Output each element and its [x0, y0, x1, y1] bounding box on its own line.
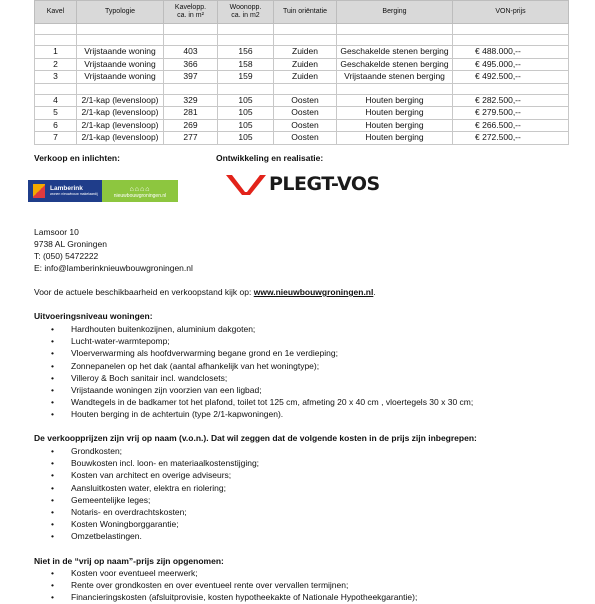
specs-list: [34, 323, 473, 421]
address-city: 9738 AL Groningen: [34, 239, 107, 249]
price-table-header: [35, 1, 569, 24]
plegt-vos-wordmark: PLEGT-VOS: [269, 173, 380, 195]
specs-title: Uitvoeringsniveau woningen:: [34, 311, 153, 321]
price-table: [34, 0, 569, 145]
sales-address: [34, 226, 193, 274]
table-cell: Houten berging: [337, 119, 453, 132]
table-cell: Oosten: [274, 119, 337, 132]
column-header-line: Kavelopp.: [174, 4, 207, 11]
empty-cell: [218, 83, 274, 94]
spacer-row: [35, 24, 569, 35]
table-cell: Geschakelde stenen berging: [337, 58, 453, 71]
table-cell: 329: [164, 94, 218, 107]
table-cell: 159: [218, 71, 274, 84]
table-cell: € 266.500,--: [453, 119, 569, 132]
table-cell: 105: [218, 119, 274, 132]
table-cell: Houten berging: [337, 107, 453, 120]
table-cell: 105: [218, 94, 274, 107]
spacer-row: [35, 83, 569, 94]
lamberink-logo-name: Lamberink: [50, 185, 83, 192]
empty-cell: [164, 24, 218, 35]
empty-cell: [35, 24, 77, 35]
column-header: [164, 1, 218, 24]
empty-cell: [337, 24, 453, 35]
table-cell: Zuiden: [274, 58, 337, 71]
table-cell: Vrijstaande stenen berging: [337, 71, 453, 84]
table-row: [35, 58, 569, 71]
table-cell: Houten berging: [337, 132, 453, 145]
website-link[interactable]: www.nieuwbouwgroningen.nl: [253, 287, 374, 297]
list-item: • Lucht-water-warmtepomp;: [34, 335, 473, 347]
empty-cell: [218, 35, 274, 46]
list-item: • Gemeentelijke leges;: [34, 494, 259, 506]
table-cell: Oosten: [274, 94, 337, 107]
table-cell: Vrijstaande woning: [77, 58, 164, 71]
table-cell: 158: [218, 58, 274, 71]
column-header: [337, 1, 453, 24]
table-cell: € 492.500,--: [453, 71, 569, 84]
table-cell: Oosten: [274, 107, 337, 120]
table-row: [35, 71, 569, 84]
table-cell: Oosten: [274, 132, 337, 145]
availability-note: [34, 287, 376, 297]
empty-cell: [77, 24, 164, 35]
address-email[interactable]: E: info@lamberinknieuwbouwgroningen.nl: [34, 263, 193, 273]
empty-cell: [453, 24, 569, 35]
lamberink-logo-green: [102, 180, 178, 202]
table-row: [35, 107, 569, 120]
empty-cell: [453, 35, 569, 46]
lamberink-logo-blue: [28, 180, 102, 202]
empty-cell: [35, 35, 77, 46]
empty-cell: [35, 83, 77, 94]
column-header: [77, 1, 164, 24]
table-cell: 6: [35, 119, 77, 132]
lamberink-logo-tagline: wonen nieuwbouw makelaardij: [50, 192, 98, 196]
table-cell: 3: [35, 71, 77, 84]
table-cell: 2: [35, 58, 77, 71]
table-cell: 105: [218, 107, 274, 120]
table-row: [35, 46, 569, 59]
address-street: Lamsoor 10: [34, 227, 79, 237]
column-header-line: ca. in m²: [177, 12, 204, 19]
empty-cell: [164, 83, 218, 94]
list-item: • Kosten voor eventueel meerwerk;: [34, 567, 417, 579]
empty-cell: [274, 24, 337, 35]
table-cell: 1: [35, 46, 77, 59]
table-cell: 281: [164, 107, 218, 120]
list-item: • Zonnepanelen op het dak (aantal afhankelijk van het woningtype);: [34, 360, 473, 372]
table-cell: 2/1-kap (levensloop): [77, 107, 164, 120]
included-title: De verkoopprijzen zijn vrij op naam (v.o.n.). Dat wil zeggen dat de volgende kosten in de prijs zijn inbegrepen:: [34, 433, 477, 443]
table-cell: 4: [35, 94, 77, 107]
empty-cell: [274, 35, 337, 46]
table-cell: 5: [35, 107, 77, 120]
list-item: • Notaris- en overdrachtskosten;: [34, 506, 259, 518]
table-cell: Zuiden: [274, 71, 337, 84]
list-item: • Kosten van architect en overige adviseurs;: [34, 469, 259, 481]
column-header-line: Typologie: [105, 8, 135, 15]
table-row: [35, 119, 569, 132]
table-cell: Houten berging: [337, 94, 453, 107]
included-list: [34, 445, 259, 543]
table-cell: Geschakelde stenen berging: [337, 46, 453, 59]
table-cell: € 495.000,--: [453, 58, 569, 71]
column-header-line: Kavel: [46, 8, 65, 15]
list-item: • Aansluitkosten water, elektra en riolering;: [34, 482, 259, 494]
plegt-vos-chevron-icon: [226, 173, 266, 195]
plegt-vos-logo: [226, 171, 380, 197]
column-header-line: ca. in m2: [231, 12, 260, 19]
column-header: [453, 1, 569, 24]
list-item: • Omzetbelastingen.: [34, 530, 259, 542]
empty-cell: [274, 83, 337, 94]
table-cell: 277: [164, 132, 218, 145]
availability-suffix: .: [373, 287, 376, 297]
table-cell: 2/1-kap (levensloop): [77, 94, 164, 107]
table-cell: 269: [164, 119, 218, 132]
lamberink-logo: [28, 180, 178, 202]
spacer-row: [35, 35, 569, 46]
list-item: • Villeroy & Boch sanitair incl. wandclosets;: [34, 372, 473, 384]
table-cell: 2/1-kap (levensloop): [77, 132, 164, 145]
table-cell: 2/1-kap (levensloop): [77, 119, 164, 132]
empty-cell: [164, 35, 218, 46]
table-cell: 105: [218, 132, 274, 145]
lamberink-mark-icon: [33, 184, 45, 198]
list-item: • Houten berging in de achtertuin (type 2/1-kapwoningen).: [34, 408, 473, 420]
table-cell: 397: [164, 71, 218, 84]
column-header: [218, 1, 274, 24]
table-row: [35, 132, 569, 145]
table-cell: 7: [35, 132, 77, 145]
table-cell: € 282.500,--: [453, 94, 569, 107]
lamberink-logo-site: nieuwbouwgroningen.nl: [113, 193, 167, 199]
empty-cell: [77, 35, 164, 46]
table-cell: Vrijstaande woning: [77, 71, 164, 84]
list-item: • Rente over grondkosten en over eventueel rente over vervallen termijnen;: [34, 579, 417, 591]
column-header: [35, 1, 77, 24]
list-item: • Hardhouten buitenkozijnen, aluminium dakgoten;: [34, 323, 473, 335]
table-cell: 156: [218, 46, 274, 59]
houses-icon: ⌂⌂⌂⌂: [129, 186, 151, 193]
sales-heading: Verkoop en inlichten:: [34, 153, 120, 163]
column-header-line: Woonopp.: [229, 4, 262, 11]
column-header-line: VON-prijs: [495, 8, 526, 15]
column-header: [274, 1, 337, 24]
list-item: • Bouwkosten incl. loon- en materiaalkostenstijging;: [34, 457, 259, 469]
empty-cell: [218, 24, 274, 35]
list-item: • Vloerverwarming als hoofdverwarming begane grond en 1e verdieping;: [34, 347, 473, 359]
list-item: • Financieringskosten (afsluitprovisie, kosten hypotheekakte of Nationale Hypotheekgarantie);: [34, 591, 417, 603]
empty-cell: [337, 35, 453, 46]
list-item: • Wandtegels in de badkamer tot het plafond, toilet tot 125 cm, afmeting 20 x 40 cm , vloertegels 30 x 30 cm;: [34, 396, 473, 408]
empty-cell: [453, 83, 569, 94]
column-header-line: Tuin oriëntatie: [282, 8, 328, 15]
empty-cell: [337, 83, 453, 94]
list-item: • Grondkosten;: [34, 445, 259, 457]
list-item: • Vrijstaande woningen zijn voorzien van een ligbad;: [34, 384, 473, 396]
table-cell: 366: [164, 58, 218, 71]
column-header-line: Berging: [382, 8, 407, 15]
table-cell: Vrijstaande woning: [77, 46, 164, 59]
address-phone[interactable]: T: (050) 5472222: [34, 251, 99, 261]
development-heading: Ontwikkeling en realisatie:: [216, 153, 324, 163]
table-cell: Zuiden: [274, 46, 337, 59]
table-cell: € 279.500,--: [453, 107, 569, 120]
table-row: [35, 94, 569, 107]
table-cell: 403: [164, 46, 218, 59]
excluded-title: Niet in de “vrij op naam”-prijs zijn opgenomen:: [34, 556, 224, 566]
empty-cell: [77, 83, 164, 94]
availability-text: Voor de actuele beschikbaarheid en verkoopstand kijk op:: [34, 287, 254, 297]
list-item: • Kosten Woningborggarantie;: [34, 518, 259, 530]
table-cell: € 488.000,--: [453, 46, 569, 59]
table-cell: € 272.500,--: [453, 132, 569, 145]
excluded-list: [34, 567, 417, 604]
